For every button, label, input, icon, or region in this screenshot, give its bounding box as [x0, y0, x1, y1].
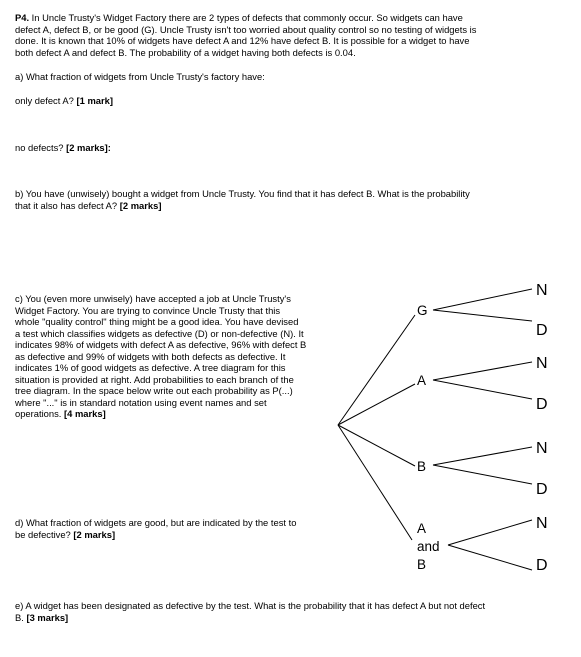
branch-ab-n [448, 520, 532, 545]
part-a-sub1-marks: [1 mark] [76, 95, 113, 106]
part-a-sub1-text: only defect A? [15, 95, 77, 106]
leaf-a-n: N [536, 355, 548, 372]
leaf-b-n: N [536, 440, 548, 457]
branch-b-n [433, 447, 532, 465]
branch-a-d [433, 380, 532, 399]
branch-root-ab [338, 425, 412, 540]
leaf-g-d: D [536, 322, 548, 339]
part-b-marks: [2 marks] [119, 199, 162, 211]
branch-root-g [338, 315, 415, 425]
node-ab-line2: and [417, 539, 440, 554]
part-a-sub2-marks: [2 marks]: [66, 142, 111, 153]
leaf-a-d: D [536, 396, 548, 413]
branch-b-d [433, 465, 532, 484]
leaf-ab-d: D [536, 557, 548, 574]
branch-ab-d [448, 545, 532, 570]
problem-intro-text: In Uncle Trusty's Widget Factory there are 2 types of defects that commonly occur. So widgets can have defect A, defect B, or be good (G). Uncle Trusty isn't too worried about quality control so no testing of widgets is done. It is known that 10% of widgets have defect A and 12% have defect B. It is possible for a widget to have both defect A and defect B. The probability of a widget having both defects is 0.04. [15, 12, 477, 58]
branch-g-n [433, 289, 532, 310]
problem-number: P4. [15, 12, 30, 23]
part-c-marks: [4 marks] [64, 408, 106, 419]
part-d-marks: [2 marks] [73, 528, 116, 540]
node-a: A [417, 373, 427, 388]
node-b: B [417, 459, 427, 474]
part-b-text: b) You have (unwisely) bought a widget from Uncle Trusty. You find that it has defect B. What is the probability that it also has defect A? [15, 188, 470, 211]
leaf-g-n: N [536, 282, 548, 299]
node-ab-line3: B [417, 557, 427, 572]
branch-root-a [338, 384, 415, 425]
part-c-text: c) You (even more unwisely) have accepted a job at Uncle Trusty's Widget Factory. You are trying to convince Uncle Trusty that this whole "quality control" thing might be a good idea. You have devised a test which classifies widgets as defective (D) or non-defective (N). It indicates 98% of widgets with defect A as defective, 96% with defect B as defective and 99% of widgets with both defects as defective. It indicates 1% of good widgets as defective. A tree diagram for this situation is provided at right. Add probabilities to each branch of the tree diagram. In the space below write out each probability as P(...) where "..." is in standard notation using event names and set operations. [15, 293, 307, 419]
part-e-text: e) A widget has been designated as defective by the test. What is the probability that it has defect A but not defect B. [15, 600, 486, 623]
branch-g-d [433, 310, 532, 321]
node-g: G [417, 303, 428, 318]
leaf-ab-n: N [536, 515, 548, 532]
part-a-sub2-text: no defects? [15, 142, 67, 153]
node-ab-line1: A [417, 521, 427, 536]
leaf-b-d: D [536, 481, 548, 498]
branch-a-n [433, 362, 532, 380]
part-d-text: d) What fraction of widgets are good, but are indicated by the test to be defective? [15, 517, 297, 540]
branch-root-b [338, 425, 415, 466]
part-e-marks: [3 marks] [26, 611, 69, 623]
part-a-question: a) What fraction of widgets from Uncle Trusty's factory have: [15, 71, 265, 82]
